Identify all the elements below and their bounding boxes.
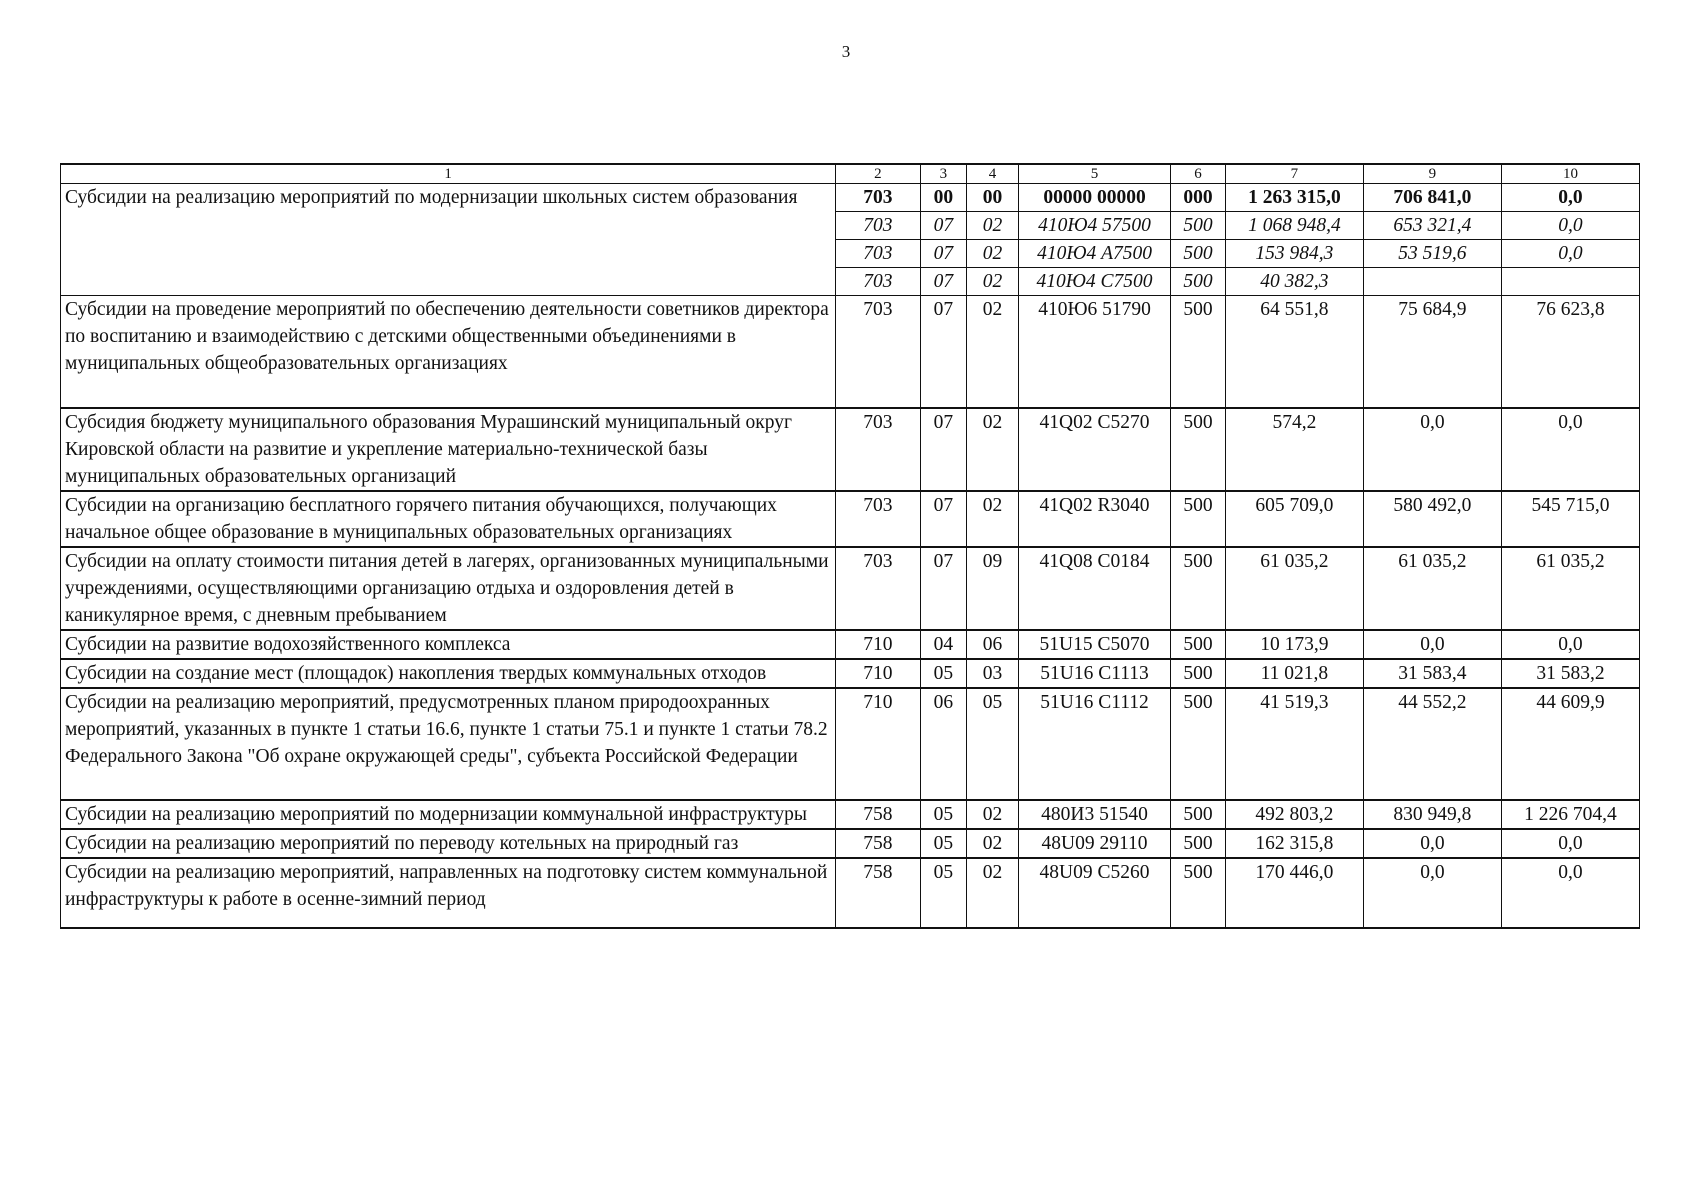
cell-target-article: 48U09 29110 [1018, 829, 1170, 858]
cell-section: 07 [920, 408, 967, 491]
table-row [61, 800, 1640, 829]
cell-ministry: 703 [836, 296, 920, 408]
cell-amount-col9: 53 519,6 [1363, 240, 1501, 268]
cell-ministry: 703 [836, 184, 920, 212]
cell-target-article: 48U09 C5260 [1018, 858, 1170, 928]
cell-ministry: 758 [836, 858, 920, 928]
cell-expense-type: 500 [1171, 547, 1226, 630]
cell-amount-col10: 1 226 704,4 [1501, 800, 1639, 829]
cell-target-article: 51U16 C1113 [1018, 659, 1170, 688]
page-number: 3 [841, 42, 851, 61]
cell-ministry: 758 [836, 800, 920, 829]
cell-target-article: 51U15 C5070 [1018, 630, 1170, 659]
cell-amount-col10: 61 035,2 [1501, 547, 1639, 630]
cell-target-article: 41Q02 C5270 [1018, 408, 1170, 491]
cell-amount-col10: 0,0 [1501, 408, 1639, 491]
row-name: Субсидии на реализацию мероприятий по модернизации школьных систем образования [61, 184, 836, 296]
cell-section: 07 [920, 268, 967, 296]
row-name: Субсидии на развитие водохозяйственного комплекса [61, 630, 836, 659]
cell-ministry: 703 [836, 212, 920, 240]
cell-expense-type: 500 [1171, 408, 1226, 491]
row-name: Субсидии на оплату стоимости питания детей в лагерях, организованных муниципальными учреждениями, осуществляющими организацию отдыха и оздоровления детей в каникулярное время, с дневным пребыванием [61, 547, 836, 630]
cell-ministry: 710 [836, 630, 920, 659]
cell-amount-col7: 1 068 948,4 [1225, 212, 1363, 240]
cell-section: 05 [920, 858, 967, 928]
cell-subsection: 02 [967, 240, 1019, 268]
cell-amount-col7: 40 382,3 [1225, 268, 1363, 296]
row-name: Субсидии на создание мест (площадок) накопления твердых коммунальных отходов [61, 659, 836, 688]
cell-amount-col9: 580 492,0 [1363, 491, 1501, 547]
cell-amount-col7: 10 173,9 [1225, 630, 1363, 659]
cell-amount-col9: 75 684,9 [1363, 296, 1501, 408]
cell-subsection: 02 [967, 491, 1019, 547]
row-name: Субсидии на реализацию мероприятий, направленных на подготовку систем коммунальной инфраструктуры к работе в осенне-зимний период [61, 858, 836, 928]
table-header-row [61, 164, 1640, 184]
cell-expense-type: 500 [1171, 630, 1226, 659]
cell-section: 05 [920, 829, 967, 858]
cell-amount-col7: 41 519,3 [1225, 688, 1363, 800]
row-name: Субсидии на проведение мероприятий по обеспечению деятельности советников директора по воспитанию и взаимодействию с детскими общественными объединениями в муниципальных общеобразовательных организациях [61, 296, 836, 408]
table-row [61, 688, 1640, 800]
cell-target-article: 41Q08 C0184 [1018, 547, 1170, 630]
cell-target-article: 410Ю4 A7500 [1018, 240, 1170, 268]
cell-target-article: 51U16 C1112 [1018, 688, 1170, 800]
header-cell: 1 [61, 164, 836, 184]
table-row [61, 547, 1640, 630]
cell-expense-type: 500 [1171, 688, 1226, 800]
cell-expense-type: 500 [1171, 296, 1226, 408]
cell-amount-col9 [1363, 268, 1501, 296]
cell-subsection: 03 [967, 659, 1019, 688]
cell-ministry: 703 [836, 408, 920, 491]
cell-subsection: 02 [967, 800, 1019, 829]
cell-amount-col10: 0,0 [1501, 184, 1639, 212]
cell-amount-col10: 76 623,8 [1501, 296, 1639, 408]
cell-subsection: 02 [967, 212, 1019, 240]
cell-expense-type: 500 [1171, 212, 1226, 240]
cell-section: 07 [920, 240, 967, 268]
header-cell: 6 [1171, 164, 1226, 184]
cell-expense-type: 000 [1171, 184, 1226, 212]
cell-expense-type: 500 [1171, 800, 1226, 829]
cell-amount-col7: 492 803,2 [1225, 800, 1363, 829]
cell-amount-col7: 153 984,3 [1225, 240, 1363, 268]
cell-amount-col9: 0,0 [1363, 858, 1501, 928]
header-cell: 10 [1501, 164, 1639, 184]
cell-amount-col9: 706 841,0 [1363, 184, 1501, 212]
table-row [61, 408, 1640, 491]
cell-section: 07 [920, 491, 967, 547]
cell-section: 05 [920, 659, 967, 688]
row-name: Субсидия бюджету муниципального образования Мурашинский муниципальный округ Кировской области на развитие и укрепление материально-технической базы муниципальных образовательных организаций [61, 408, 836, 491]
cell-amount-col10: 0,0 [1501, 240, 1639, 268]
cell-ministry: 710 [836, 688, 920, 800]
cell-ministry: 703 [836, 491, 920, 547]
cell-subsection: 09 [967, 547, 1019, 630]
cell-amount-col10: 0,0 [1501, 829, 1639, 858]
cell-amount-col10: 0,0 [1501, 630, 1639, 659]
row-name: Субсидии на реализацию мероприятий по переводу котельных на природный газ [61, 829, 836, 858]
cell-expense-type: 500 [1171, 268, 1226, 296]
cell-amount-col9: 0,0 [1363, 630, 1501, 659]
cell-expense-type: 500 [1171, 240, 1226, 268]
cell-amount-col10: 44 609,9 [1501, 688, 1639, 800]
cell-ministry: 758 [836, 829, 920, 858]
cell-amount-col9: 0,0 [1363, 408, 1501, 491]
cell-expense-type: 500 [1171, 858, 1226, 928]
cell-amount-col10: 545 715,0 [1501, 491, 1639, 547]
cell-expense-type: 500 [1171, 829, 1226, 858]
table-row [61, 630, 1640, 659]
cell-amount-col9: 653 321,4 [1363, 212, 1501, 240]
budget-table [60, 163, 1640, 929]
cell-section: 07 [920, 296, 967, 408]
cell-target-article: 410Ю4 C7500 [1018, 268, 1170, 296]
cell-subsection: 06 [967, 630, 1019, 659]
cell-section: 00 [920, 184, 967, 212]
cell-amount-col10: 0,0 [1501, 858, 1639, 928]
table-row [61, 491, 1640, 547]
header-cell: 4 [967, 164, 1019, 184]
cell-ministry: 710 [836, 659, 920, 688]
cell-amount-col7: 170 446,0 [1225, 858, 1363, 928]
header-cell: 7 [1225, 164, 1363, 184]
cell-subsection: 02 [967, 829, 1019, 858]
cell-amount-col7: 61 035,2 [1225, 547, 1363, 630]
cell-amount-col9: 830 949,8 [1363, 800, 1501, 829]
cell-subsection: 02 [967, 858, 1019, 928]
cell-subsection: 02 [967, 408, 1019, 491]
cell-amount-col9: 31 583,4 [1363, 659, 1501, 688]
cell-section: 04 [920, 630, 967, 659]
cell-amount-col10: 0,0 [1501, 212, 1639, 240]
cell-amount-col7: 11 021,8 [1225, 659, 1363, 688]
table-row [61, 829, 1640, 858]
cell-amount-col10 [1501, 268, 1639, 296]
cell-expense-type: 500 [1171, 659, 1226, 688]
table-row [61, 184, 1640, 212]
cell-target-article: 410Ю4 57500 [1018, 212, 1170, 240]
cell-expense-type: 500 [1171, 491, 1226, 547]
cell-amount-col9: 44 552,2 [1363, 688, 1501, 800]
header-cell: 9 [1363, 164, 1501, 184]
cell-section: 07 [920, 547, 967, 630]
cell-ministry: 703 [836, 268, 920, 296]
cell-amount-col10: 31 583,2 [1501, 659, 1639, 688]
cell-ministry: 703 [836, 547, 920, 630]
cell-subsection: 00 [967, 184, 1019, 212]
cell-section: 07 [920, 212, 967, 240]
cell-subsection: 02 [967, 268, 1019, 296]
cell-amount-col7: 162 315,8 [1225, 829, 1363, 858]
cell-amount-col7: 64 551,8 [1225, 296, 1363, 408]
cell-amount-col9: 0,0 [1363, 829, 1501, 858]
row-name: Субсидии на организацию бесплатного горячего питания обучающихся, получающих начальное общее образование в муниципальных образовательных организациях [61, 491, 836, 547]
row-name: Субсидии на реализацию мероприятий, предусмотренных планом природоохранных мероприятий, указанных в пункте 1 статьи 16.6, пункте 1 статьи 75.1 и пункте 1 статьи 78.2 Федерального Закона "Об охране окружающей среды", субъекта Российской Федерации [61, 688, 836, 800]
row-name: Субсидии на реализацию мероприятий по модернизации коммунальной инфраструктуры [61, 800, 836, 829]
cell-amount-col7: 1 263 315,0 [1225, 184, 1363, 212]
table-row [61, 858, 1640, 928]
cell-target-article: 480И3 51540 [1018, 800, 1170, 829]
cell-section: 06 [920, 688, 967, 800]
cell-subsection: 05 [967, 688, 1019, 800]
cell-amount-col7: 605 709,0 [1225, 491, 1363, 547]
cell-amount-col9: 61 035,2 [1363, 547, 1501, 630]
header-cell: 5 [1018, 164, 1170, 184]
table-row [61, 659, 1640, 688]
cell-target-article: 41Q02 R3040 [1018, 491, 1170, 547]
cell-amount-col7: 574,2 [1225, 408, 1363, 491]
cell-section: 05 [920, 800, 967, 829]
cell-target-article: 410Ю6 51790 [1018, 296, 1170, 408]
cell-target-article: 00000 00000 [1018, 184, 1170, 212]
header-cell: 2 [836, 164, 920, 184]
cell-subsection: 02 [967, 296, 1019, 408]
cell-ministry: 703 [836, 240, 920, 268]
header-cell: 3 [920, 164, 967, 184]
table-row [61, 296, 1640, 408]
